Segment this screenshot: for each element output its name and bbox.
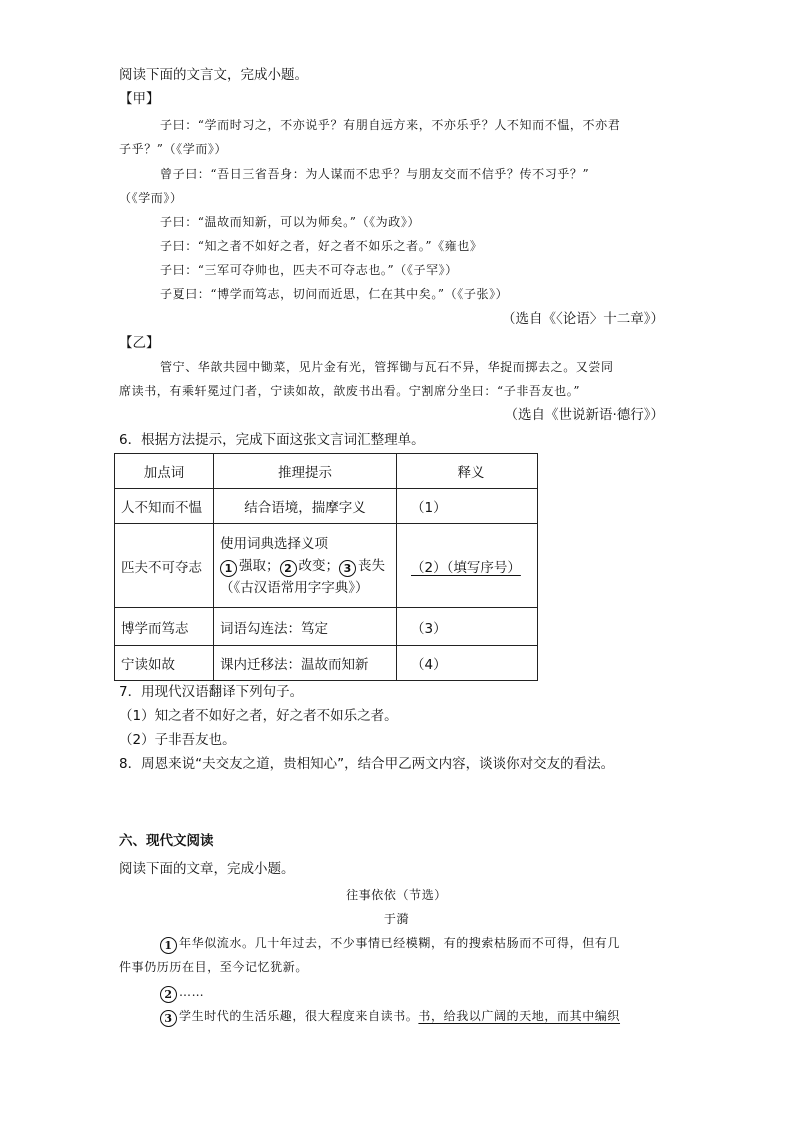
row-hint: 课内迁移法：温故而知新 [214, 646, 397, 681]
option-3-text: 丧失 [358, 557, 385, 574]
question-6: 6．根据方法提示，完成下面这张文言词汇整理单。 [119, 432, 425, 448]
yi-line-1: 管宁、华歆共园中锄菜，见片金有光，管挥锄与瓦石不异，华捉而掷去之。又尝同 [160, 360, 614, 374]
jia-paragraph-1-line-2: 子乎？”（《学而》） [119, 142, 228, 156]
vocab-table [114, 453, 538, 681]
row-answer-blank[interactable]: （3） [397, 608, 538, 646]
circled-numeral-3: 3 [160, 1010, 177, 1027]
row-answer-blank[interactable]: （1） [397, 489, 538, 524]
section-six-heading: 六、现代文阅读 [119, 833, 214, 849]
question-7: 7．用现代汉语翻译下列句子。 [119, 684, 304, 700]
yi-source: （选自《世说新语·德行》） [504, 407, 664, 423]
row-hint: 词语勾连法：笃定 [214, 608, 397, 646]
article-title: 往事依依（节选） [346, 888, 447, 902]
header-meaning: 释义 [397, 454, 538, 489]
table-row [115, 524, 538, 608]
hint-options [220, 555, 390, 577]
circled-numeral-2: 2 [160, 986, 177, 1003]
table-row [115, 646, 538, 681]
row-word: 人不知而不愠 [115, 489, 214, 524]
table-header-row [115, 454, 538, 489]
jia-paragraph-3: 子曰：“温故而知新，可以为师矣。”（《为政》） [160, 215, 421, 229]
row-word: 博学而笃志 [115, 608, 214, 646]
article-paragraph-1-line-2: 件事仍历历在目，至今记忆犹新。 [119, 960, 309, 974]
row-word: 匹夫不可夺志 [115, 524, 214, 608]
jia-paragraph-5: 子曰：“三军可夺帅也，匹夫不可夺志也。”（《子罕》） [160, 263, 458, 277]
underlined-sentence: 书，给我以广阔的天地，而其中编织 [418, 1009, 621, 1023]
header-hint: 推理提示 [214, 454, 397, 489]
yi-line-2: 席读书，有乘轩冕过门者，宁读如故，歆废书出看。宁割席分坐曰：“子非吾友也。” [119, 384, 581, 398]
row-hint: 结合语境，揣摩字义 [214, 489, 397, 524]
jia-paragraph-1-line-1: 子曰：“学而时习之，不亦说乎？有朋自远方来，不亦乐乎？人不知而不愠，不亦君 [160, 118, 621, 132]
table-row [115, 608, 538, 646]
passage-yi-label: 【乙】 [119, 335, 160, 351]
row-hint [214, 524, 397, 608]
jia-paragraph-6: 子夏曰：“博学而笃志，切问而近思，仁在其中矣。”（《子张》） [160, 287, 509, 301]
circled-numeral-1: 1 [220, 560, 237, 577]
circled-numeral-3: 3 [339, 560, 356, 577]
option-1-text: 强取； [239, 557, 280, 574]
article-author: 于漪 [383, 912, 410, 926]
jia-paragraph-2-line-1: 曾子曰：“吾日三省吾身：为人谋而不忠乎？与朋友交而不信乎？传不习乎？” [160, 167, 590, 181]
header-word: 加点词 [115, 454, 214, 489]
jia-paragraph-2-line-2: （《学而》） [119, 191, 183, 205]
row-answer-blank[interactable]: （2）（填写序号） [397, 524, 538, 608]
jia-paragraph-4: 子曰：“知之者不如好之者，好之者不如乐之者。”《雍也》 [160, 239, 483, 253]
row-answer-blank[interactable]: （4） [397, 646, 538, 681]
question-7-part-1: （1）知之者不如好之者，好之者不如乐之者。 [119, 708, 398, 724]
passage-jia-label: 【甲】 [119, 91, 160, 107]
article-paragraph-1-line-1: 1 年华似流水。几十年过去，不少事情已经模糊，有的搜索枯肠而不可得，但有几 [160, 934, 620, 954]
circled-numeral-2: 2 [280, 560, 297, 577]
question-7-part-2: （2）子非吾友也。 [119, 732, 236, 748]
option-2-text: 改变； [298, 557, 339, 574]
reading-instruction-2: 阅读下面的文章，完成小题。 [119, 861, 295, 877]
circled-numeral-1: 1 [160, 937, 177, 954]
question-8: 8．周恩来说“夫交友之道，贵相知心”，结合甲乙两文内容，谈谈你对交友的看法。 [119, 756, 615, 772]
reading-instruction: 阅读下面的文言文，完成小题。 [119, 67, 308, 83]
table-row [115, 489, 538, 524]
article-paragraph-2: 2 …… [160, 983, 204, 1003]
article-paragraph-3: 3 学生时代的生活乐趣，很大程度来自读书。书，给我以广阔的天地，而其中编织 [160, 1007, 620, 1027]
hint-line-3: （《古汉语常用字字典》） [220, 579, 369, 596]
hint-line-1: 使用词典选择义项 [220, 535, 328, 552]
jia-source: （选自《〈论语〉十二章》） [502, 311, 664, 327]
row-word: 宁读如故 [115, 646, 214, 681]
